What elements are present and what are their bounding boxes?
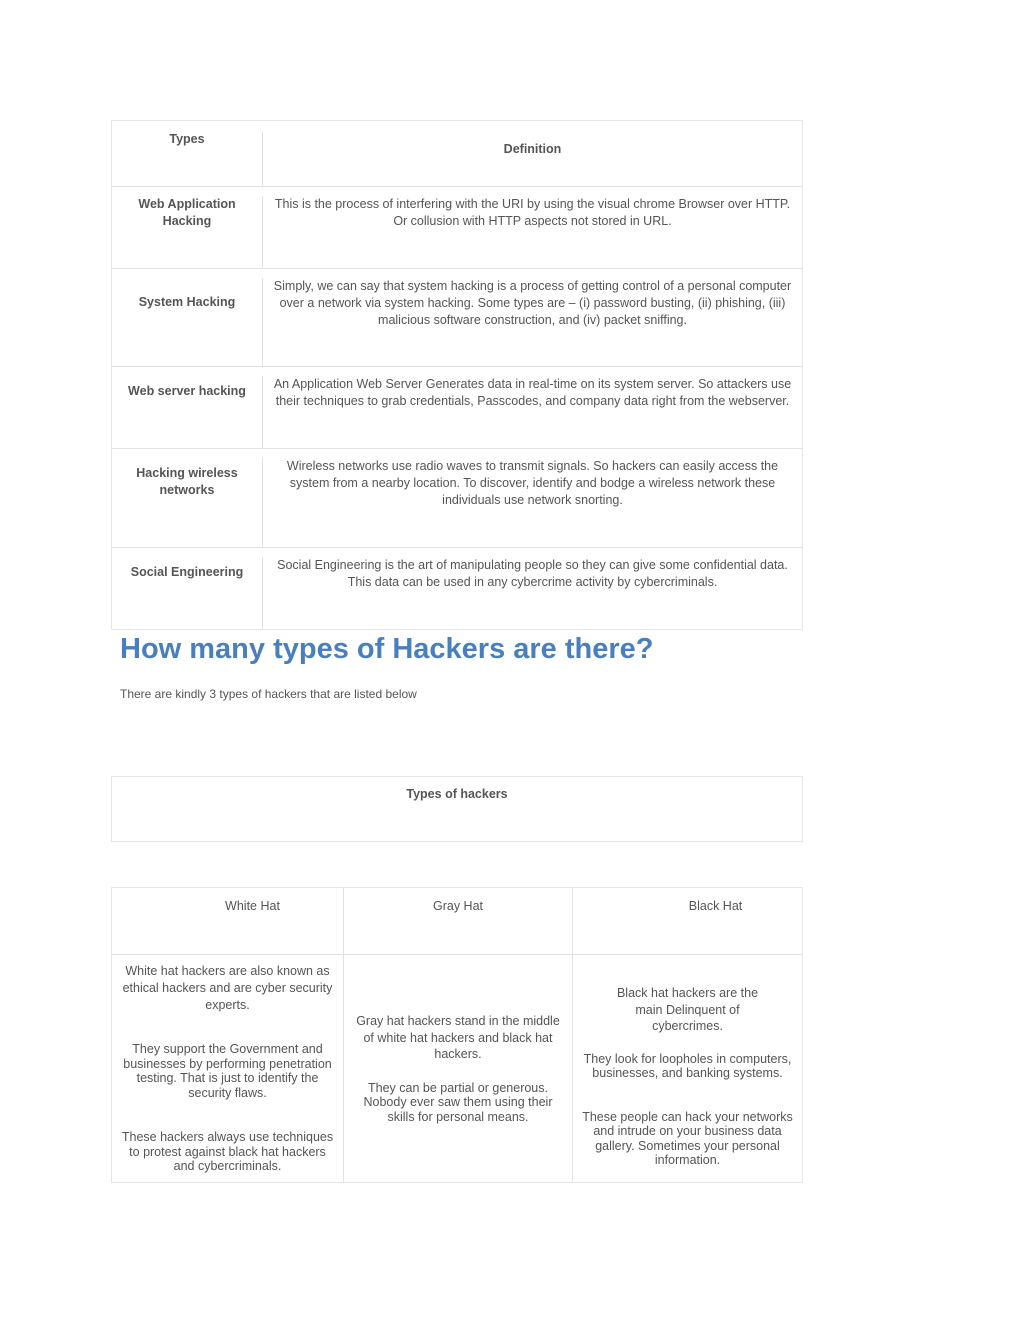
hackers-header-row [112,888,802,955]
definition-cell: Social Engineering is the art of manipulating people so they can give some confidential data. This data can be used in any cybercrime activity by cybercriminals. [262,557,802,630]
white-hat-description [112,954,343,1183]
hackers-body-row [112,954,802,1183]
types-of-hackers-title: Types of hackers [406,787,508,801]
section-intro: There are kindly 3 types of hackers that are listed below [120,687,417,701]
table-row [112,268,802,367]
type-cell: Web Application Hacking [138,197,236,228]
hacking-types-table [111,120,803,630]
white-hat-paragraph: These hackers always use techniques to protest against black hat hackers and cybercriminals. [121,1130,334,1173]
black-hat-paragraph: Black hat hackers are the main Delinquent of cybercrimes. [616,986,759,1033]
white-hat-paragraph: They support the Government and businesses by performing penetration testing. That is just to identify the security flaws. [123,1042,332,1100]
definition-cell: An Application Web Server Generates data in real-time on its system server. So attackers use their techniques to grab credentials, Passcodes, and company data right from the webserver. [262,376,802,448]
table-row [112,366,802,449]
header-definition: Definition [262,131,802,186]
hackers-table [111,887,803,1183]
gray-hat-paragraph: They can be partial or generous. Nobody ever saw them using their skills for personal means. [363,1080,553,1124]
types-of-hackers-header [111,776,803,842]
table-row [112,186,802,269]
gray-hat-paragraph: Gray hat hackers stand in the middle of white hat hackers and black hat hackers. [356,1014,560,1061]
table-row [112,547,802,630]
column-gray-hat: Gray Hat [343,888,572,954]
type-cell: Hacking wireless networks [136,466,238,497]
definition-cell: This is the process of interfering with the URI by using the visual chrome Browser over HTTP. Or collusion with HTTP aspects not stored in URL. [262,196,802,268]
type-cell: Social Engineering [130,565,244,579]
black-hat-paragraph: These people can hack your networks and intrude on your business data gallery. Sometimes your personal information. [582,1109,793,1167]
table-row [112,448,802,548]
column-white-hat: White Hat [225,899,280,913]
black-hat-description [572,954,802,1183]
definition-cell: Wireless networks use radio waves to transmit signals. So hackers can easily access the system from a nearby location. To discover, identify and bodge a wireless network these individuals use network snorting. [262,458,802,547]
table-header-row [112,121,802,187]
section-heading: How many types of Hackers are there? [120,633,654,665]
type-cell: System Hacking [138,295,236,309]
definition-cell: Simply, we can say that system hacking is a process of getting control of a personal computer over a network via system hacking. Some types are – (i) password busting, (ii) phishing, (iii) malicious software construction, and (iv) packet sniffing. [262,278,802,366]
gray-hat-description [343,954,572,1183]
type-cell: Web server hacking [128,384,246,398]
white-hat-paragraph: White hat hackers are also known as ethical hackers and are cyber security experts. [122,964,333,1012]
black-hat-paragraph: They look for loopholes in computers, businesses, and banking systems. [583,1051,792,1080]
header-types: Types [169,132,205,146]
column-black-hat: Black Hat [572,888,802,954]
